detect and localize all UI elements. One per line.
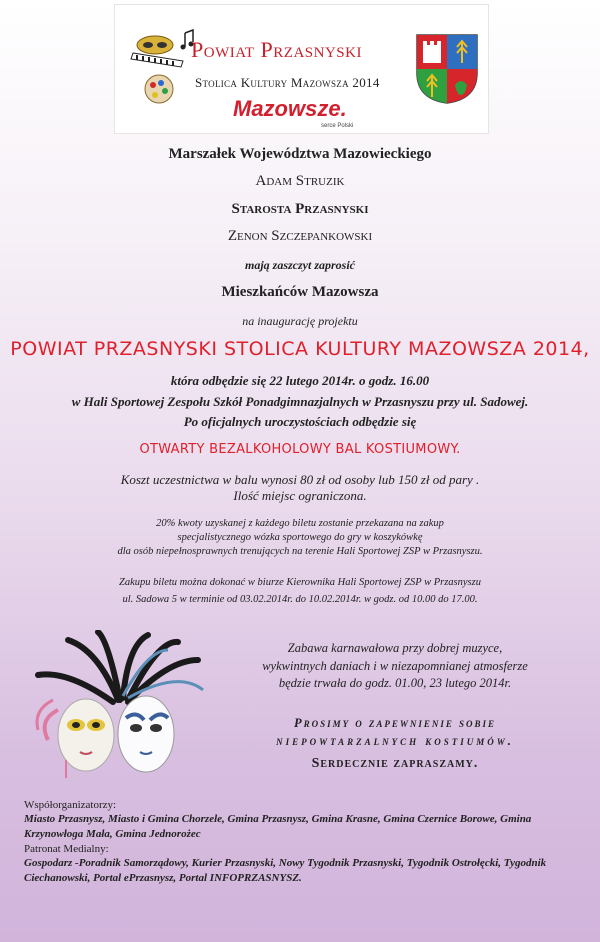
mazowsze-logo: Mazowsze. <box>233 96 347 121</box>
ticket-line-2: ul. Sadowa 5 w terminie od 03.02.2014r. do 10.02.2014r. w godz. od 10.00 do 17.00. <box>122 594 478 605</box>
charity-line-2: specjalistycznego wózka sportowego do gry w koszykówkę <box>177 532 423 543</box>
party-line-2: wykwintnych daniach i w niezapomnianej atmosferze <box>262 659 528 673</box>
party-line-3: będzie trwała do godz. 01.00, 23 lutego 2014r. <box>278 676 512 690</box>
project-intro: na inaugurację projektu <box>242 314 358 328</box>
event-title: POWIAT PRZASNYSKI STOLICA KULTURY MAZOWSZA 2014, <box>10 338 590 360</box>
coorganizers-list: Miasto Przasnysz, Miasto i Gmina Chorzele, Gmina Przasnysz, Gmina Krasne, Gmina Czernice Borowe, Gmina Krzynowłoga Mała, Gmina Jednorożec <box>24 813 532 840</box>
carnival-masks-image <box>28 630 208 780</box>
co-inviter-title: Starosta Przasnyski <box>231 201 369 217</box>
media-patrons-label: Patronat Medialny: <box>24 843 109 855</box>
header-subtitle: Stolica Kultury Mazowsza 2014 <box>195 75 380 90</box>
costume-request-2: niepowtarzalnych kostiumów. <box>276 734 514 748</box>
header-title: Powiat Przasnyski <box>191 37 362 62</box>
closing-greeting: Serdecznie zapraszamy. <box>311 756 479 771</box>
event-date: która odbędzie się 22 lutego 2014r. o godz. 16.00 <box>170 373 430 388</box>
ball-title: OTWARTY BEZALKOHOLOWY BAL KOSTIUMOWY. <box>139 442 461 457</box>
capacity-line: Ilość miejsc ograniczona. <box>233 488 367 503</box>
invitees: Mieszkańców Mazowsza <box>221 284 379 300</box>
cost-line: Koszt uczestnictwa w balu wynosi 80 zł od osoby lub 150 zł od pary . <box>120 472 480 487</box>
event-venue: w Hali Sportowej Zespołu Szkół Ponadgimnazjalnych w Przasnyszu przy ul. Sadowej. <box>71 394 529 409</box>
charity-line-1: 20% kwoty uzyskanej z każdego biletu zostanie przekazana na zakup <box>156 518 444 529</box>
coorganizers-label: Współorganizatorzy: <box>24 799 117 811</box>
media-patrons-list: Gospodarz -Poradnik Samorządowy, Kurier Przasnyski, Nowy Tygodnik Przasnyski, Tygodnik Ostrołęcki, Tygodnik Ciechanowski, Portal ePrzasnysz, Portal INFOPRZASNYSZ. <box>24 857 547 884</box>
ticket-line-1: Zakupu biletu można dokonać w biurze Kierownika Hali Sportowej ZSP w Przasnyszu <box>119 577 481 588</box>
inviter-title: Marszałek Województwa Mazowieckiego <box>168 146 432 162</box>
coat-of-arms-icon <box>415 33 479 105</box>
costume-request-1: Prosimy o zapewnienie sobie <box>293 716 497 730</box>
invite-phrase: mają zaszczyt zaprosić <box>244 258 355 272</box>
event-followup: Po oficjalnych uroczystościach odbędzie się <box>183 414 417 429</box>
header-banner <box>114 4 489 134</box>
co-inviter-name: Zenon Szczepankowski <box>227 228 373 244</box>
mazowsze-tagline: serce Polski <box>321 123 354 129</box>
charity-line-3: dla osób niepełnosprawnych trenujących na terenie Hali Sportowej ZSP w Przasnyszu. <box>117 546 483 557</box>
inviter-name: Adam Struzik <box>255 173 345 189</box>
party-line-1: Zabawa karnawałowa przy dobrej muzyce, <box>287 641 503 655</box>
